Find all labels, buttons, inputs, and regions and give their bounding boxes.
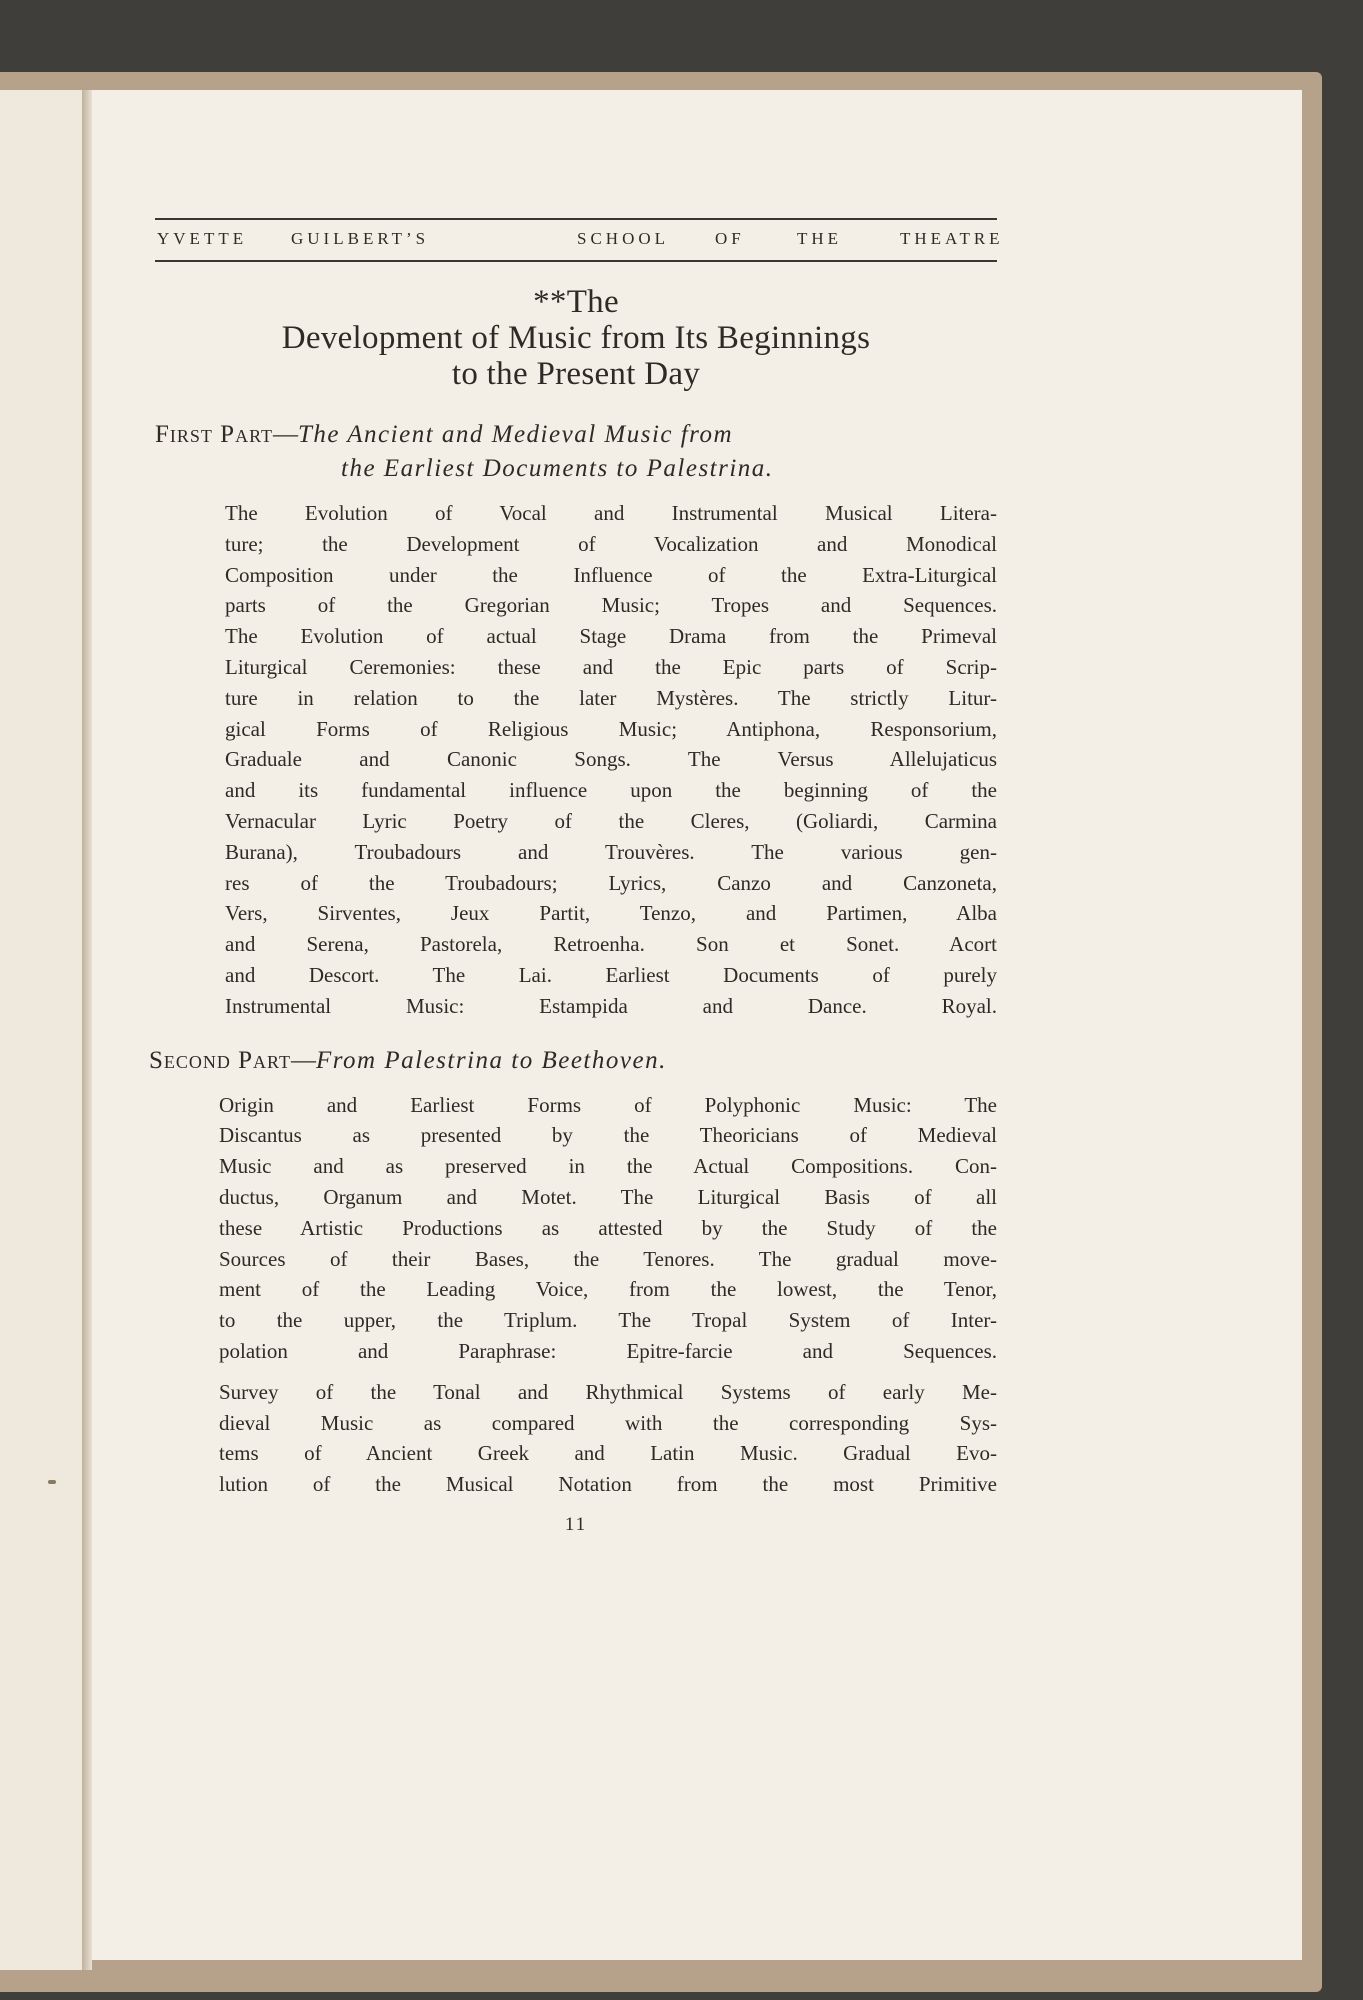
text-line: Survey of the Tonal and Rhythmical Systems of early Me- [219,1379,997,1404]
text-line: Vernacular Lyric Poetry of the Cleres, (Goliardi, Carmina [225,808,997,833]
title-line: **The [533,284,619,320]
second-part-body-2 [219,1377,997,1500]
running-head-word: GUILBERT’S [291,229,430,248]
margin-mark [48,1480,56,1484]
text-line: ture in relation to the later Mystères. The strictly Litur- [225,685,997,710]
text-line: Music and as preserved in the Actual Compositions. Con- [219,1154,997,1179]
facing-page-edge [0,90,83,1970]
text-line: and its fundamental influence upon the beginning of the [225,778,997,803]
second-part-body-1 [219,1090,997,1367]
text-line: The Evolution of actual Stage Drama from the Primeval [225,624,997,649]
running-head [155,218,1004,264]
running-head-word: OF [715,229,745,248]
second-part-title: From Palestrina to Beethoven. [315,1046,667,1074]
first-part-title-cont: the Earliest Documents to Palestrina. [341,455,774,482]
text-line: Vers, Sirventes, Jeux Partit, Tenzo, and Partimen, Alba [225,901,997,926]
heading-dash: — [290,1046,316,1074]
running-head-rule-top [155,218,997,220]
text-line: Composition under the Influence of the Extra-Liturgical [225,562,997,587]
text-line: Burana), Troubadours and Trouvères. The various gen- [225,839,997,864]
text-line: and Descort. The Lai. Earliest Documents of purely [225,962,997,987]
second-part-label: Second Part [149,1046,291,1074]
text-line: Graduale and Canonic Songs. The Versus Allelujaticus [225,747,997,772]
first-part-title: The Ancient and Medieval Music from [297,421,734,448]
title-line: to the Present Day [451,356,701,392]
text-line: Instrumental Music: Estampida and Dance. Royal. [225,993,997,1018]
text-line: lution of the Musical Notation from the most Primitive [219,1472,997,1497]
title-line: Development of Music from Its Beginnings [281,320,871,356]
text-line: tems of Ancient Greek and Latin Music. Gradual Evo- [219,1441,997,1466]
running-head-word: THEATRE [900,229,1004,248]
book-gutter [82,90,92,1970]
page-content [149,218,1004,1536]
text-line: res of the Troubadours; Lyrics, Canzo and Canzoneta, [225,870,997,895]
text-line: ment of the Leading Voice, from the lowest, the Tenor, [219,1277,997,1302]
text-line: parts of the Gregorian Music; Tropes and Sequences. [225,593,997,618]
text-line: ture; the Development of Vocalization and Monodical [225,531,997,556]
second-part-heading [149,1044,997,1078]
first-part-body [225,498,997,1022]
running-head-rule-bottom [155,260,997,262]
text-line: The Evolution of Vocal and Instrumental Musical Litera- [225,501,997,525]
page-number: 11 [564,1513,588,1535]
first-part-heading [155,418,997,486]
text-line: Liturgical Ceremonies: these and the Epic parts of Scrip- [225,654,997,679]
text-line: Discantus as presented by the Theoricians of Medieval [219,1123,997,1148]
running-head-word: SCHOOL [577,229,670,248]
text-line: dieval Music as compared with the corresponding Sys- [219,1410,997,1435]
running-head-word: THE [797,229,843,248]
text-line: gical Forms of Religious Music; Antiphona, Responsorium, [225,716,997,741]
text-line: Sources of their Bases, the Tenores. The gradual move- [219,1246,997,1271]
text-line: polation and Paraphrase: Epitre-farcie and Sequences. [219,1338,997,1363]
running-head-word: YVETTE [157,229,248,248]
heading-dash: — [272,421,298,448]
first-part-label: First Part [155,421,273,448]
text-line: these Artistic Productions as attested by the Study of the [219,1215,997,1240]
text-line: ductus, Organum and Motet. The Liturgical Basis of all [219,1184,997,1209]
text-line: and Serena, Pastorela, Retroenha. Son et Sonet. Acort [225,932,997,957]
text-line: Origin and Earliest Forms of Polyphonic Music: The [219,1092,997,1117]
page-title [155,284,997,392]
text-line: to the upper, the Triplum. The Tropal System of Inter- [219,1308,997,1333]
